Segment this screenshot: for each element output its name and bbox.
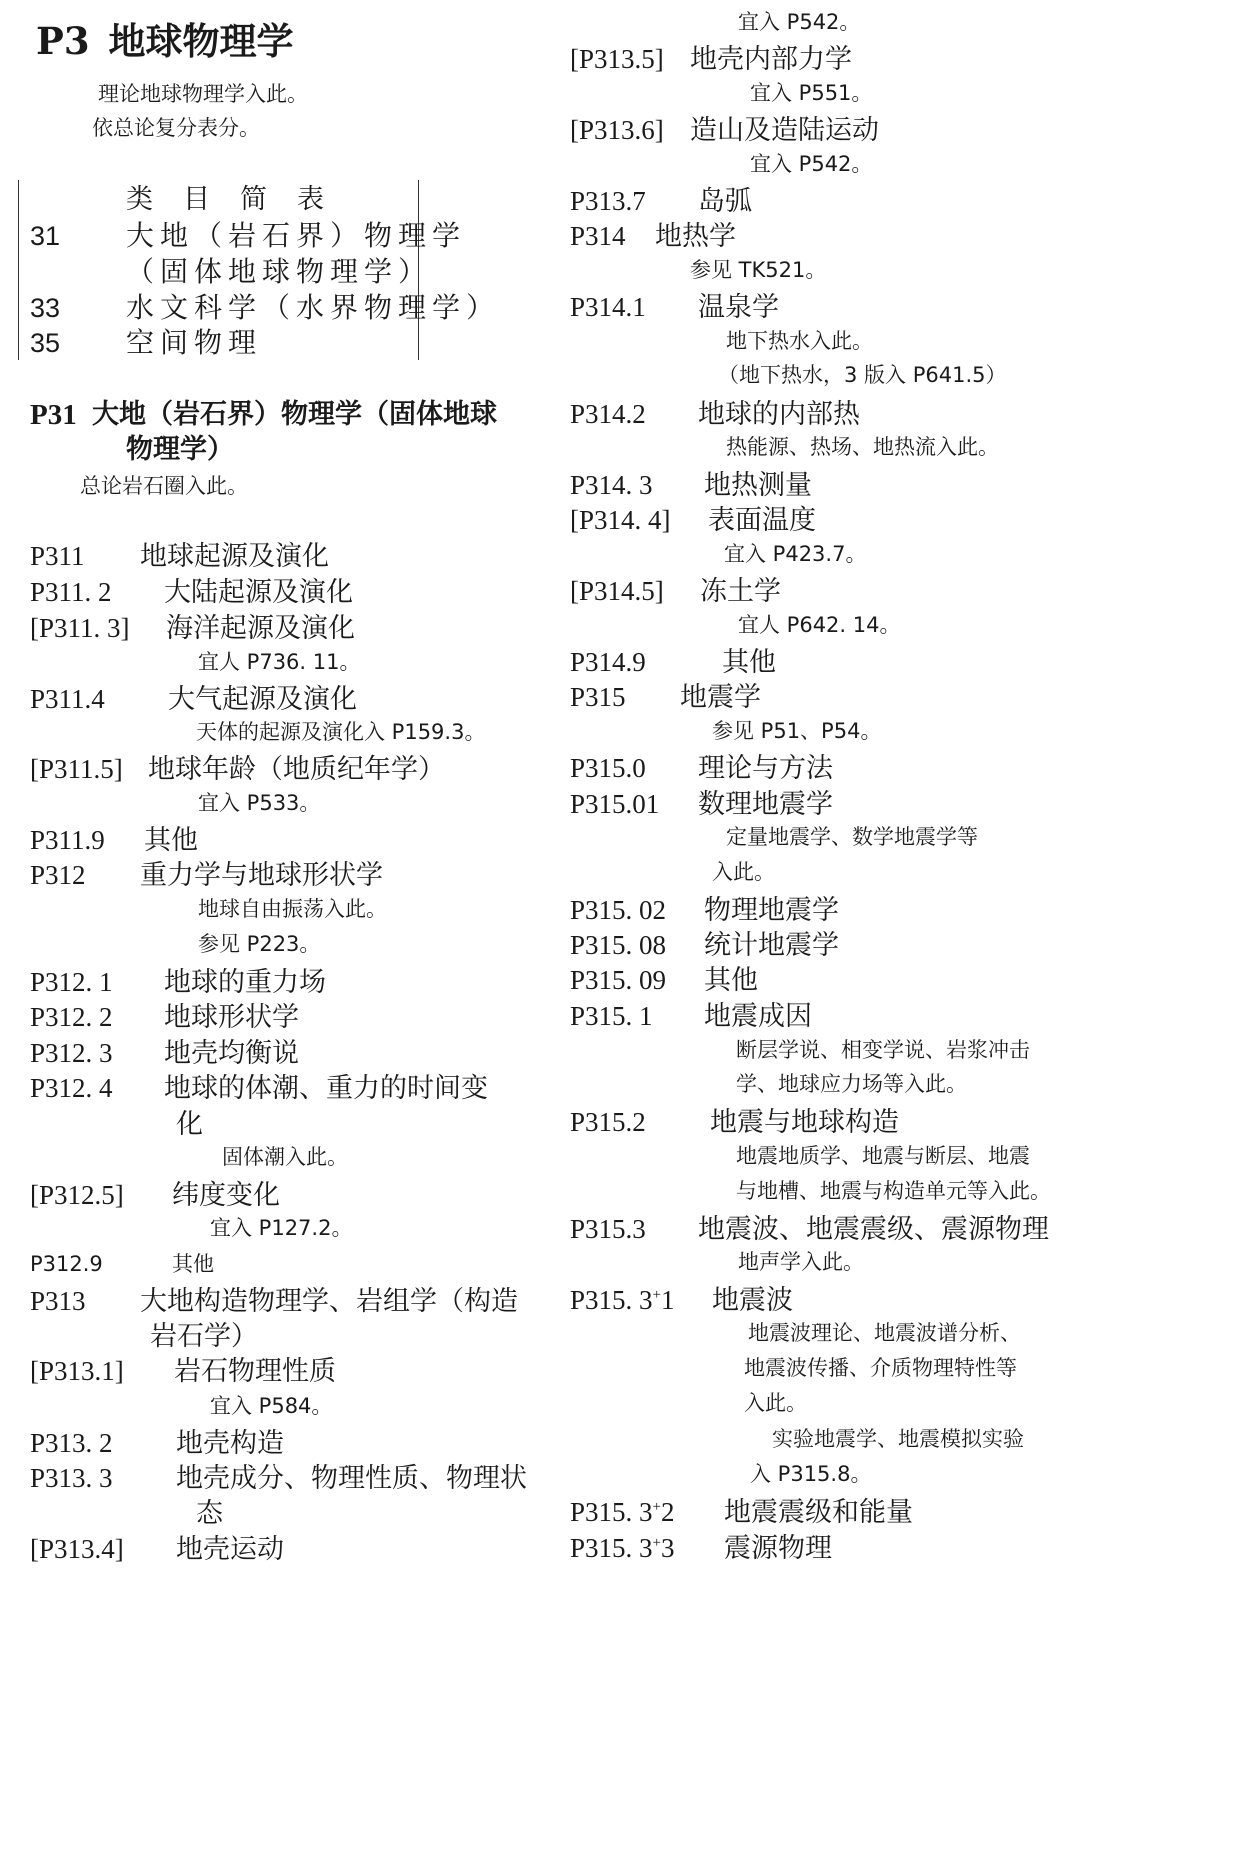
class-note: 实验地震学、地震模拟实验 [772,1427,1024,1451]
outline-num: 31 [30,221,61,251]
class-code: P315.3 [570,1214,646,1244]
class-code: [P314. 4] [570,505,671,535]
class-term: 地热测量 [704,470,812,501]
class-code: [P313.1] [30,1356,124,1386]
class-note: 入 P315.8。 [750,1462,872,1486]
class-note: 宜入 P533。 [198,791,321,815]
class-term: 理论与方法 [698,753,833,784]
class-code: P312 [30,860,86,890]
class-term: 地壳运动 [176,1534,284,1565]
outline-text: 空间物理 [126,326,263,359]
class-note: 宜入 P584。 [210,1394,333,1418]
class-term: 物理地震学 [704,895,839,926]
class-note: 定量地震学、数学地震学等 [726,825,978,849]
class-code: P314. 3 [570,470,653,500]
class-term-cont: 岩石学） [150,1321,258,1352]
class-term: 地球的体潮、重力的时间变 [164,1073,488,1104]
class-code: [P312.5] [30,1180,124,1210]
class-term: 其他 [704,965,758,996]
class-note: 宜入 P423.7。 [724,542,867,566]
class-term: 统计地震学 [704,930,839,961]
class-code: P312. 4 [30,1073,113,1103]
section-code: P31 [30,399,77,431]
class-note: 参见 TK521。 [690,258,827,282]
class-code: P315.2 [570,1107,646,1137]
class-term: 岛弧 [698,186,752,217]
class-term: 海洋起源及演化 [166,613,355,644]
class-term: 地热学 [655,221,736,252]
class-code: P311 [30,541,85,571]
class-code: P312. 3 [30,1038,113,1068]
class-code: P315. 3+2 [570,1497,675,1527]
class-note: 地震地质学、地震与断层、地震 [736,1144,1030,1168]
class-code: P311.4 [30,684,105,714]
class-note: 参见 P51、P54。 [712,719,882,743]
heading-title: 地球物理学 [108,19,294,63]
class-term: 地震波、地震震级、震源物理 [698,1214,1049,1245]
intro-note-1: 理论地球物理学入此。 [98,82,308,106]
class-term: 地震与地球构造 [710,1107,899,1138]
class-term: 地壳构造 [176,1428,284,1459]
class-code: P312. 2 [30,1002,113,1032]
class-note: 地球自由振荡入此。 [198,897,387,921]
class-note: 断层学说、相变学说、岩浆冲击 [736,1038,1030,1062]
class-code: P315. 3+3 [570,1533,675,1563]
class-term: 重力学与地球形状学 [140,860,383,891]
page-heading [36,19,294,63]
class-term: 冻土学 [700,576,781,607]
class-code: [P313.5] [570,44,664,74]
class-note: 地声学入此。 [738,1250,864,1274]
intro-note-2: 依总论复分表分。 [92,116,260,140]
class-term: 温泉学 [698,292,779,323]
class-code: P313 [30,1286,86,1316]
class-code: P313. 3 [30,1463,113,1493]
class-code: [P311. 3] [30,613,130,643]
class-code: [P314.5] [570,576,664,606]
outline-text: 水文科学（水界物理学） [126,291,501,324]
outline-text-cont: （固体地球物理学） [126,255,433,288]
class-note: 宜入 P542。 [738,10,861,34]
class-code: P315. 02 [570,895,667,925]
class-term: 地壳内部力学 [690,44,852,75]
class-note: （地下热水，3 版入 P641.5） [718,363,1007,387]
class-term: 表面温度 [708,505,816,536]
class-note: 地震波传播、介质物理特性等 [744,1356,1017,1380]
class-term-cont: 化 [176,1109,203,1140]
class-term: 大气起源及演化 [168,684,357,715]
class-term: 其他 [722,647,776,678]
class-code: P313.7 [570,186,646,216]
class-note: 宜入 P127.2。 [210,1216,353,1240]
class-code: P314 [570,221,626,251]
class-note: 天体的起源及演化入 P159.3。 [196,720,486,744]
class-term: 地壳成分、物理性质、物理状 [176,1463,527,1494]
class-term: 地震学 [680,682,761,713]
class-note: 与地槽、地震与构造单元等入此。 [736,1179,1051,1203]
section-title-cont: 物理学） [126,434,234,465]
table-left-border [18,180,19,360]
class-note: 热能源、热场、地热流入此。 [726,435,999,459]
class-note: 宜入 P542。 [750,152,873,176]
class-term: 纬度变化 [172,1180,280,1211]
class-code: P315.0 [570,753,646,783]
outline-header: 类目简表 [126,184,354,215]
class-code: P313. 2 [30,1428,113,1458]
outline-num: 35 [30,328,61,358]
class-term: 地球的内部热 [698,399,860,430]
class-term: 地震成因 [704,1001,812,1032]
class-code: [P313.4] [30,1534,124,1564]
class-note: 地下热水入此。 [726,329,873,353]
class-note: 固体潮入此。 [222,1145,348,1169]
class-term: 造山及造陆运动 [690,115,879,146]
class-code: P315.01 [570,789,660,819]
class-note: 入此。 [744,1391,807,1415]
outline-text: 大地（岩石界）物理学 [126,219,467,252]
class-note: 入此。 [712,860,775,884]
class-code: P311. 2 [30,577,112,607]
class-code: P315. 1 [570,1001,653,1031]
class-term: 地震震级和能量 [724,1497,913,1528]
class-term: 地壳均衡说 [164,1038,299,1069]
class-code: P315. 09 [570,965,667,995]
class-term: 地球的重力场 [164,967,326,998]
class-code: P315 [570,682,626,712]
class-code: P311.9 [30,825,105,855]
class-code: [P311.5] [30,754,123,784]
class-term: 其他 [172,1252,214,1276]
class-term: 数理地震学 [698,789,833,820]
class-code: P315. 08 [570,930,667,960]
section-note: 总论岩石圈入此。 [80,474,248,498]
class-term-cont: 态 [196,1498,223,1529]
heading-code: P3 [36,19,90,63]
class-note: 宜入 P551。 [750,81,873,105]
class-code: P315. 3+1 [570,1285,675,1315]
class-note: 参见 P223。 [198,932,321,956]
class-code: P314.9 [570,647,646,677]
class-code: [P313.6] [570,115,664,145]
class-term: 地震波 [712,1285,793,1316]
section-title: 大地（岩石界）物理学（固体地球 [92,399,497,430]
class-term: 震源物理 [724,1533,832,1564]
class-note: 学、地球应力场等入此。 [736,1072,967,1096]
class-term: 地球起源及演化 [140,541,329,572]
class-term: 其他 [144,825,198,856]
class-code: P312.9 [30,1252,103,1276]
class-code: P312. 1 [30,967,113,997]
class-note: 宜人 P736. 11。 [198,650,361,674]
outline-num: 33 [30,293,61,323]
class-term: 大地构造物理学、岩组学（构造 [140,1286,518,1317]
class-note: 地震波理论、地震波谱分析、 [748,1321,1021,1345]
class-term: 大陆起源及演化 [164,577,353,608]
class-term: 岩石物理性质 [174,1356,336,1387]
class-term: 地球形状学 [164,1002,299,1033]
class-term: 地球年龄（地质纪年学） [148,754,445,785]
class-code: P314.2 [570,399,646,429]
class-code: P314.1 [570,292,646,322]
class-note: 宜人 P642. 14。 [738,613,901,637]
